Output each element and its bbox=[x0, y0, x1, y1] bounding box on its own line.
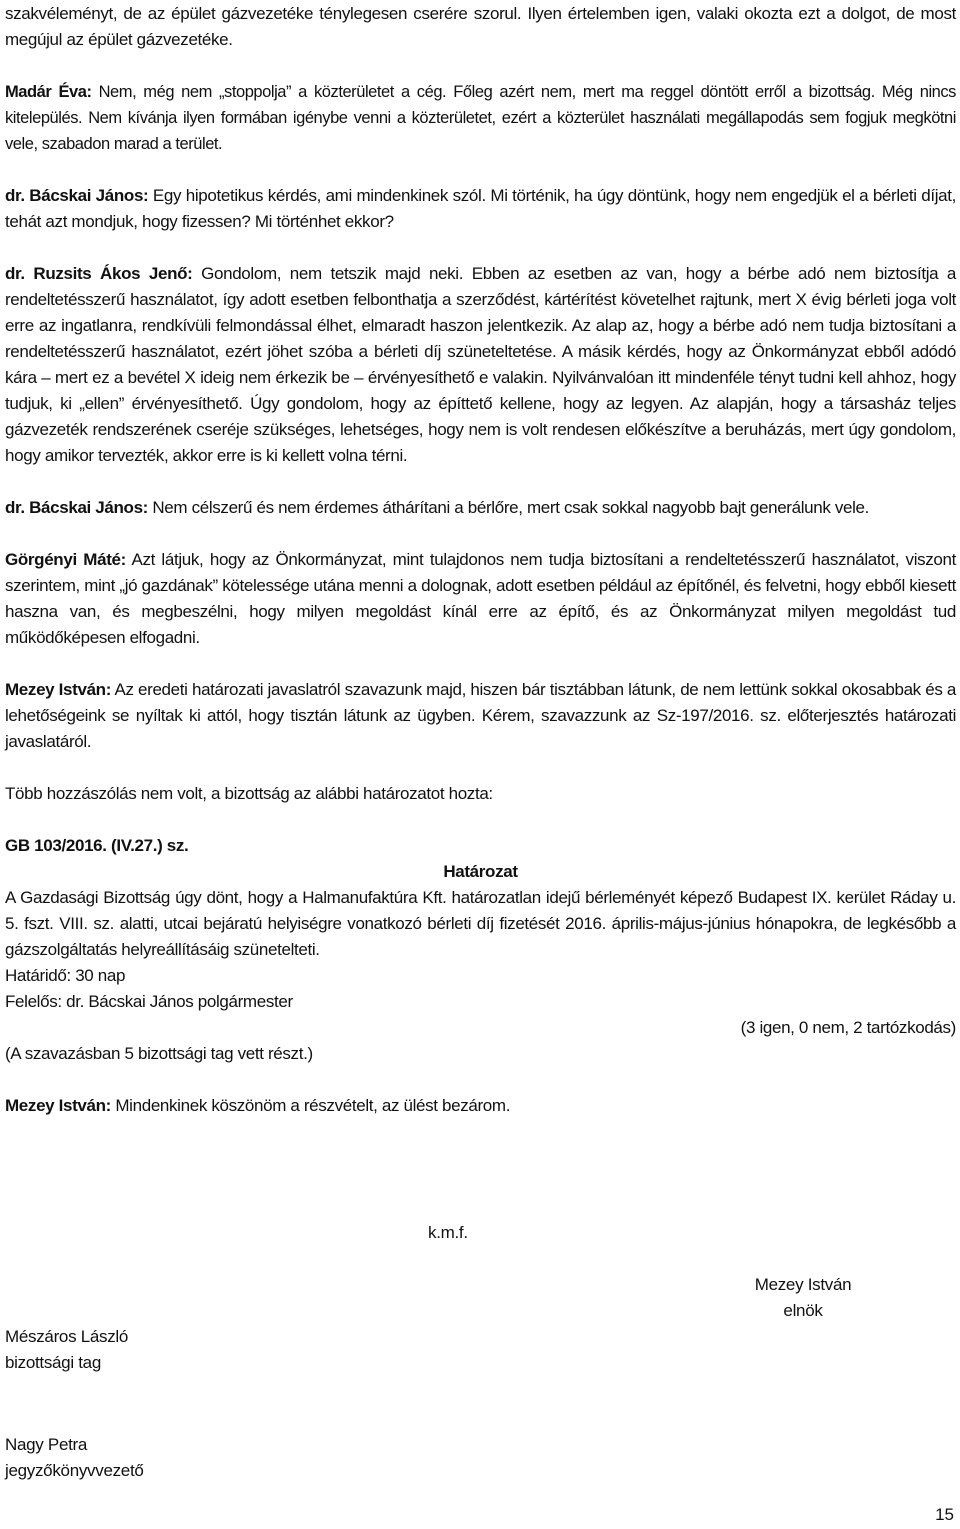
recorder-name: Nagy Petra bbox=[5, 1435, 88, 1454]
speech-paragraph bbox=[5, 547, 956, 651]
speaker-name: dr. Bácskai János: bbox=[5, 498, 148, 517]
vote-participants: (A szavazásban 5 bizottsági tag vett részt.) bbox=[5, 1044, 313, 1063]
intro-paragraph bbox=[5, 1, 956, 53]
speech-paragraph bbox=[5, 79, 956, 157]
paragraph-text: szakvéleményt, de az épület gázvezetéke ténylegesen cserére szorul. Ilyen értelemben igen, valaki okozta ezt a dolgot, de most megújul az épület gázvezetéke. bbox=[5, 4, 956, 49]
speaker-name: Mezey István: bbox=[5, 680, 112, 699]
speech-paragraph bbox=[5, 677, 956, 755]
speech-text: Azt látjuk, hogy az Önkormányzat, mint tulajdonos nem tudja biztosítani a rendeltetésszerű használatot, viszont szerintem, mint „jó gazdának” kötelessége utána menni a dolognak, adott esetben például az építőnél, és felvetni, hogy ebből kiesett haszna van, és megbeszélni, hogy milyen megoldást kínál erre az építő, és az Önkormányzat milyen megoldást tud működőképesen elfogadni. bbox=[5, 550, 957, 647]
speech-text: Az eredeti határozati javaslatról szavazunk majd, hiszen bár tisztábban látunk, de nem lettünk sokkal okosabbak és a lehetőségeink se nyíltak ki attól, hogy tisztán látunk az ügyben. Kérem, szavazzunk az Sz-197/2016. sz. előterjesztés határozati javaslatáról. bbox=[5, 680, 956, 751]
recorder-title: jegyzőkönyvvezető bbox=[5, 1461, 144, 1480]
speech-text: Nem, még nem „stoppolja” a közterületet a cég. Főleg azért nem, mert ma reggel döntött erről a bizottság. Még nincs kitelepülés. Nem kívánja ilyen formában igénybe venni a közterületet, ezért a közterület használati megállapodás sem fogjuk megkötni vele, szabadon marad a terület. bbox=[5, 83, 956, 153]
member-title: bizottsági tag bbox=[5, 1353, 101, 1372]
kmf-label: k.m.f. bbox=[428, 1223, 468, 1242]
speech-text: Egy hipotetikus kérdés, ami mindenkinek szól. Mi történik, ha úgy döntünk, hogy nem engedjük el a bérleti díjat, tehát azt mondjuk, hogy fizessen? Mi történhet ekkor? bbox=[5, 186, 956, 231]
chair-title: elnök bbox=[783, 1301, 823, 1320]
chair-name: Mezey István bbox=[754, 1275, 852, 1294]
speaker-name: Görgényi Máté: bbox=[5, 550, 126, 569]
speaker-name: Mezey István: bbox=[5, 1096, 111, 1115]
closing-paragraph bbox=[5, 1093, 956, 1119]
resolution-responsible: Felelős: dr. Bácskai János polgármester bbox=[5, 992, 293, 1011]
member-signature bbox=[5, 1324, 128, 1376]
speaker-name: dr. Ruzsits Ákos Jenő: bbox=[5, 264, 193, 283]
speech-paragraph bbox=[5, 183, 956, 235]
page-number: 15 bbox=[935, 1505, 954, 1524]
recorder-signature bbox=[5, 1432, 144, 1484]
speaker-name: Madár Éva: bbox=[5, 83, 92, 101]
statement-text: Több hozzászólás nem volt, a bizottság az alábbi határozatot hozta: bbox=[5, 784, 493, 803]
speech-paragraph bbox=[5, 495, 956, 521]
document-page bbox=[5, 0, 956, 1119]
member-name: Mészáros László bbox=[5, 1327, 129, 1346]
speech-text: Gondolom, nem tetszik majd neki. Ebben az esetben az van, hogy a bérbe adó nem biztosítja a rendeltetésszerű használatot, így adott esetben felbonthatja a szerződést, kártérítést követelhet rajtunk, mert X évig bérleti joga volt erre az ingatlanra, rendkívüli felmondással élhet, elmaradt haszon jelentkezik. Az alap az, hogy a bérbe adó nem tudja biztosítani a rendeltetésszerű használatot, ezért jöhet szóba a bérleti díj szüneteltetése. A másik kérdés, hogy az Önkormányzat ebből adódó kára – mert ez a bevétel X ideig nem érkezik be – érvényesíthető e valakin. Nyilvánvalóan itt mindenféle tényt tudni kell ahhoz, hogy tudjuk, ki „ellen” érvényesíthető. Úgy gondolom, hogy az építtető kellene, hogy az legyen. Az alapján, hogy a társasház teljes gázvezeték rendszerének cseréje szükséges, lehetséges, hogy nem is volt rendesen előkészítve a beruházás, mert úgy gondolom, hogy amikor tervezték, akkor erre is ki kellett volna térni. bbox=[5, 264, 956, 465]
resolution-number: GB 103/2016. (IV.27.) sz. bbox=[5, 836, 189, 855]
vote-result: (3 igen, 0 nem, 2 tartózkodás) bbox=[740, 1018, 956, 1037]
closing-text: Mindenkinek köszönöm a részvételt, az ülést bezárom. bbox=[111, 1096, 511, 1115]
speech-paragraph bbox=[5, 261, 956, 469]
speech-text: Nem célszerű és nem érdemes áthárítani a bérlőre, mert csak sokkal nagyobb bajt generálunk vele. bbox=[148, 498, 870, 517]
speaker-name: dr. Bácskai János: bbox=[5, 186, 149, 205]
resolution-body: A Gazdasági Bizottság úgy dönt, hogy a Halmanufaktúra Kft. határozatlan idejű bérleményét képező Budapest IX. kerület Ráday u. 5. fszt. VIII. sz. alatti, utcai bejáratú helyiségre vonatkozó bérleti díj fizetését 2016. április-május-június hónapokra, de legkésőbb a gázszolgáltatás helyreállításáig szünetelteti. bbox=[5, 888, 956, 959]
chair-signature bbox=[738, 1272, 868, 1324]
resolution-title: Határozat bbox=[443, 862, 518, 881]
resolution-deadline: Határidő: 30 nap bbox=[5, 966, 126, 985]
statement-paragraph bbox=[5, 781, 956, 807]
